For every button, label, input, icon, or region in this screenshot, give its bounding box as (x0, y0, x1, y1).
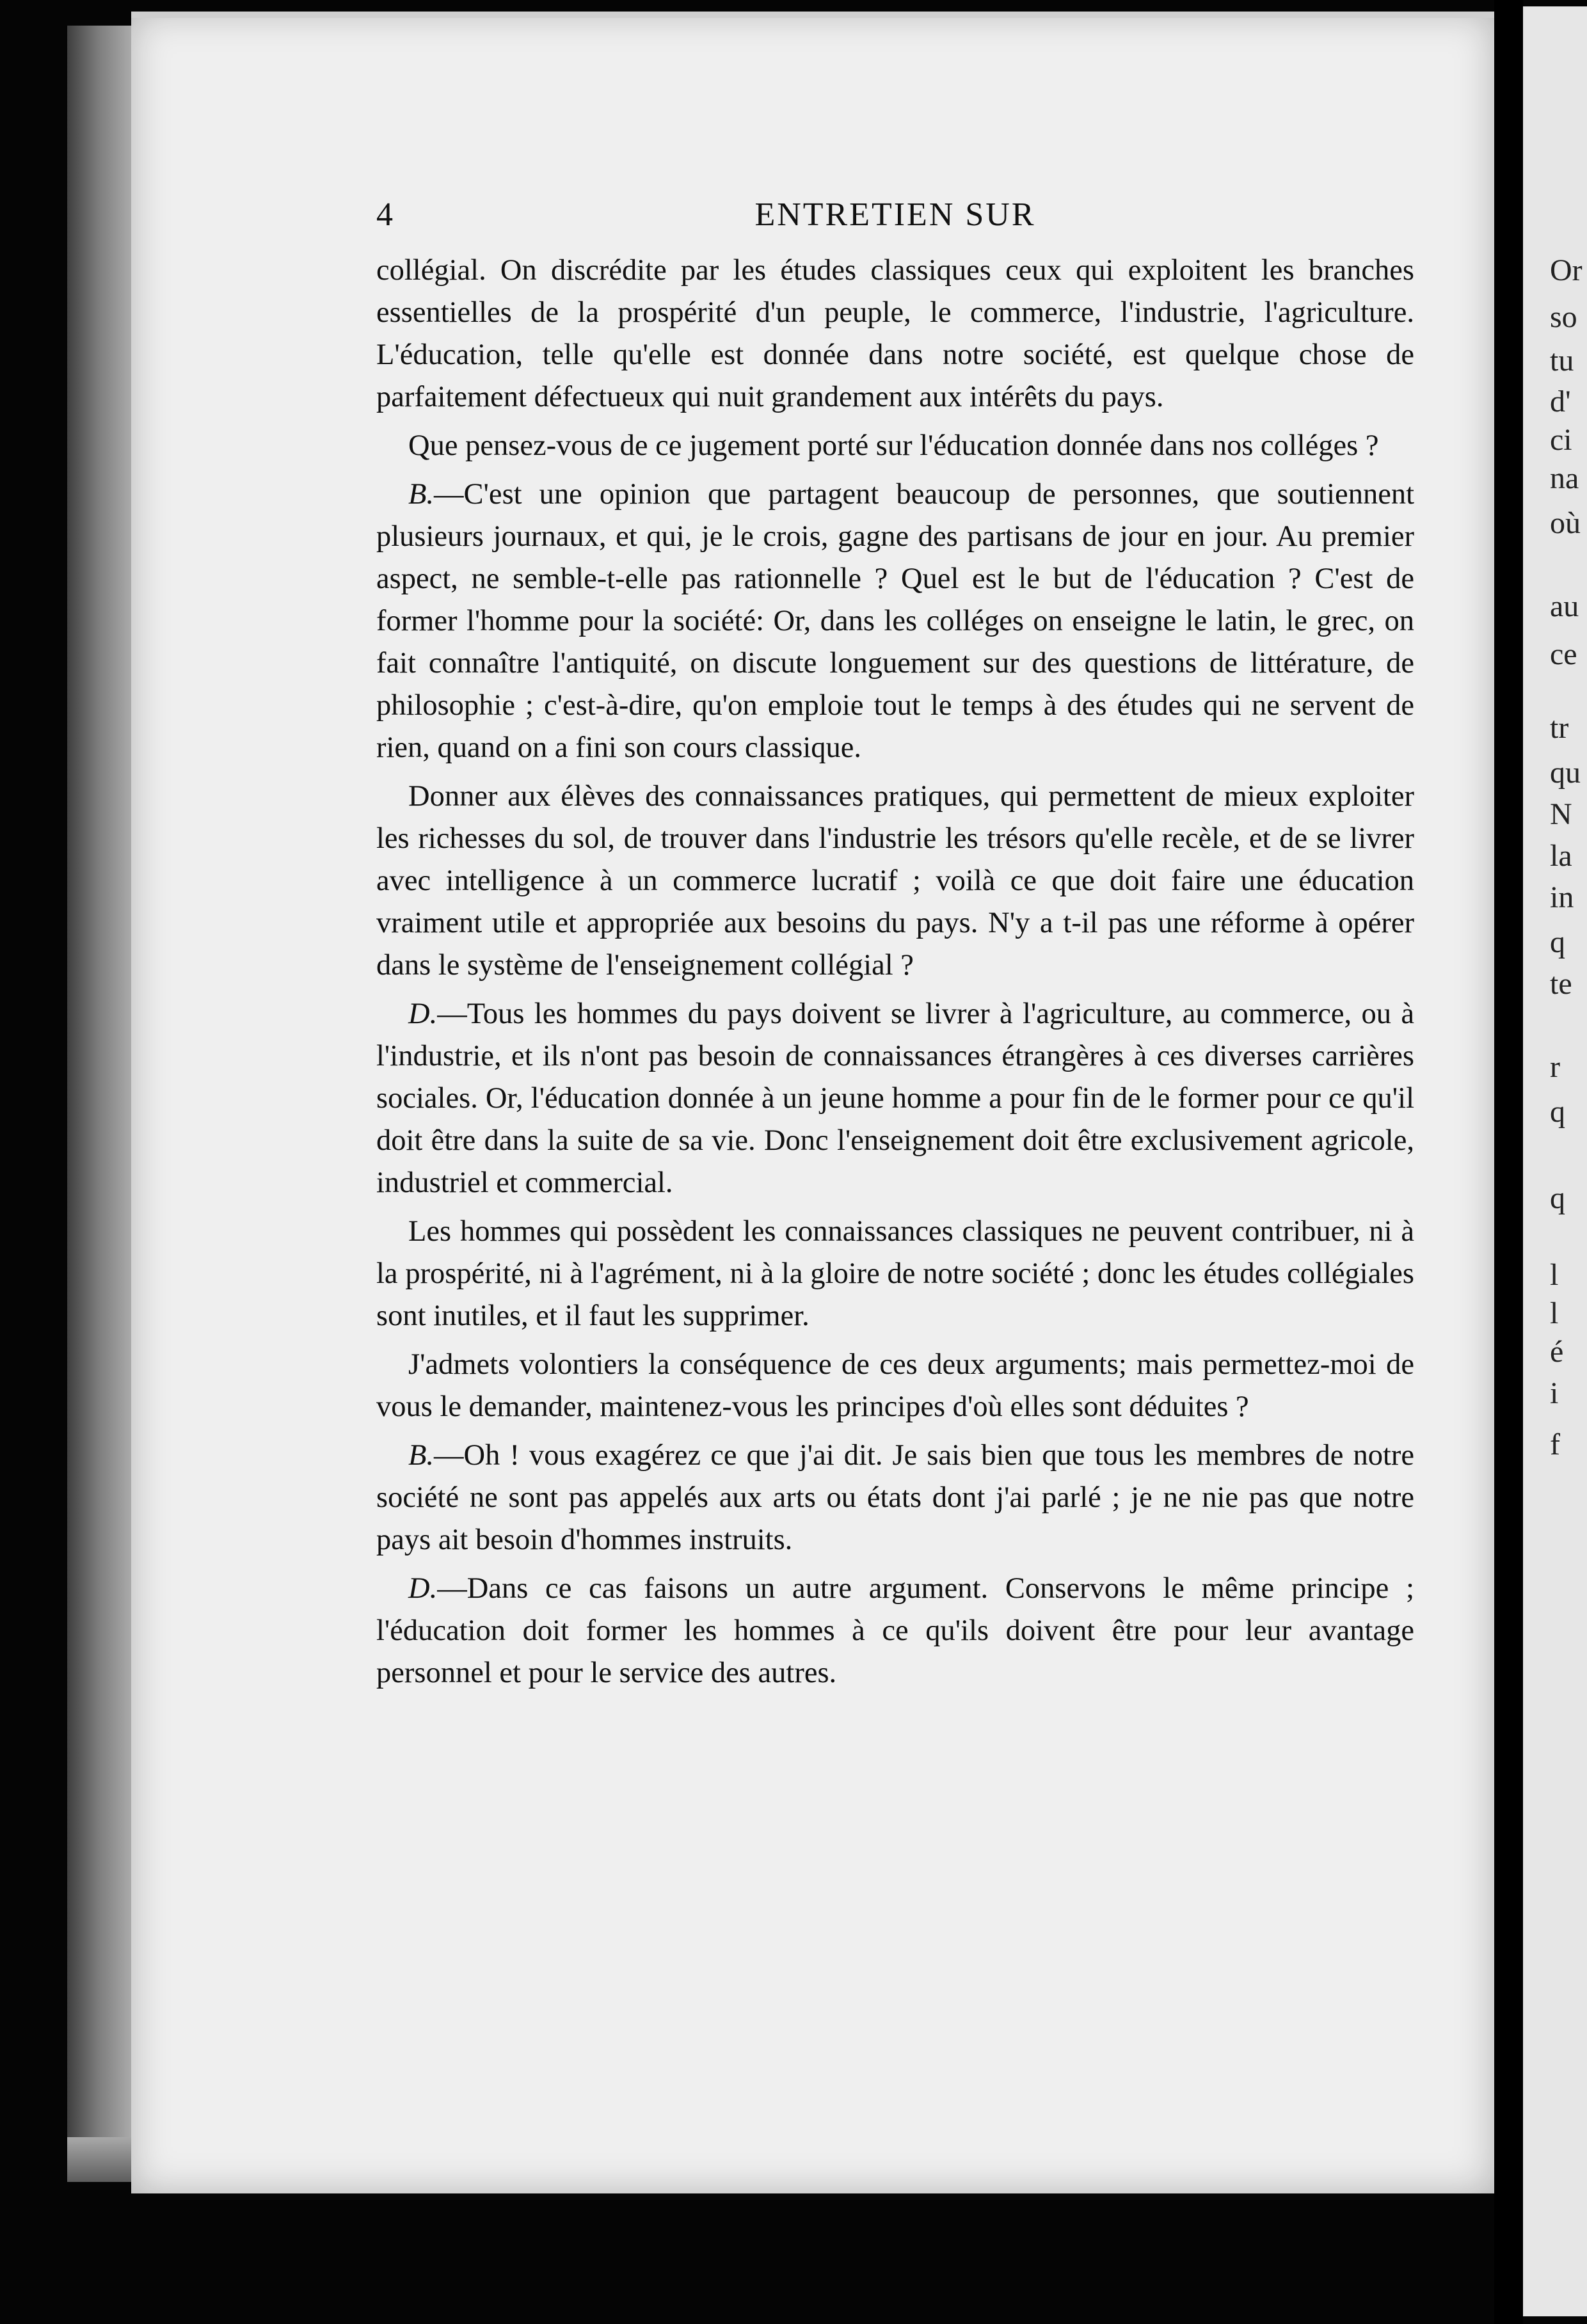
facing-page-fragment: tu (1550, 344, 1574, 378)
paragraph-text: J'admets volontiers la conséquence de ces deux arguments; mais permettez-moi de vous le demander, maintenez-vous les principes d'où elles sont déduites ? (376, 1348, 1414, 1423)
facing-page-fragment: r (1550, 1050, 1560, 1084)
facing-page-fragment: tr (1550, 711, 1569, 745)
paragraph (376, 425, 1414, 467)
paragraph-text: —Dans ce cas faisons un autre argument. Conservons le même principe ; l'éducation doit former les hommes à ce qu'ils doivent être pour leur avantage personnel et pour le service des autres. (376, 1572, 1414, 1689)
speaker-label: B. (408, 1439, 435, 1472)
body-text (376, 250, 1414, 1694)
facing-page-fragment: ci (1550, 423, 1572, 457)
facing-page-fragment: l (1550, 1258, 1559, 1292)
facing-page-fragment: la (1550, 839, 1572, 873)
facing-page-fragment: in (1550, 880, 1574, 914)
paragraph-text: —Tous les hommes du pays doivent se livrer à l'agriculture, au commerce, ou à l'industrie, et ils n'ont pas besoin de connaissances étrangères à ces diverses carrières sociales. Or, l'éducation donnée à un jeune homme a pour fin de le former pour ce qu'il doit être dans la suite de sa vie. Donc l'enseignement doit être exclusivement agricole, industriel et commercial. (376, 998, 1414, 1199)
paragraph (376, 776, 1414, 987)
paragraph (376, 993, 1414, 1204)
running-title: ENTRETIEN SUR (754, 196, 1036, 233)
page-top-border (131, 12, 1494, 18)
facing-page-fragment: l (1550, 1296, 1559, 1330)
facing-page-fragment: f (1550, 1428, 1560, 1461)
page-number: 4 (376, 196, 395, 233)
paragraph (376, 1435, 1414, 1561)
facing-page-fragment: q (1550, 925, 1565, 959)
facing-page-fragment: Or (1550, 253, 1583, 287)
paragraph (376, 474, 1414, 769)
facing-page-fragment: d' (1550, 385, 1571, 418)
facing-page-fragment: na (1550, 461, 1579, 495)
facing-page-fragment: au (1550, 589, 1579, 623)
paragraph (376, 1211, 1414, 1337)
page-gutter (1494, 0, 1523, 2324)
facing-page-fragment: é (1550, 1335, 1564, 1369)
facing-page-fragment: qu (1550, 756, 1581, 790)
paragraph-text: —C'est une opinion que partagent beaucoup de personnes, que soutiennent plusieurs journaux, et qui, je le crois, gagne des partisans de jour en jour. Au premier aspect, ne semble-t-elle pas rationnelle ? Quel est le but de l'éducation ? C'est de former l'homme pour la société: Or, dans les colléges on enseigne le latin, le grec, on fait connaître l'antiquité, on discute longuement sur des questions de littérature, de philosophie ; c'est-à-dire, qu'on emploie tout le temps à des études qui ne servent de rien, quand on a fini son cours classique. (376, 478, 1414, 764)
paragraph-text: collégial. On discrédite par les études classiques ceux qui exploitent les branches essentielles de la prospérité d'un peuple, le commerce, l'industrie, l'agriculture. L'éducation, telle qu'elle est donnée dans notre société, est quelque chose de parfaitement défectueux qui nuit grandement aux intérêts du pays. (376, 254, 1414, 413)
paragraph-text: —Oh ! vous exagérez ce que j'ai dit. Je sais bien que tous les membres de notre société ne sont pas appelés aux arts ou états dont j'ai parlé ; je ne nie pas que notre pays ait besoin d'hommes instruits. (376, 1439, 1414, 1556)
paragraph (376, 1344, 1414, 1428)
page-content (376, 192, 1414, 1701)
paragraph-text: Donner aux élèves des connaissances pratiques, qui permettent de mieux exploiter les richesses du sol, de trouver dans l'industrie les trésors qu'elle recèle, et de se livrer avec intelligence à un commerce lucratif ; voilà ce que doit faire une éducation vraiment utile et appropriée aux besoins du pays. N'y a t-il pas une réforme à opérer dans le système de l'enseignement collégial ? (376, 780, 1414, 982)
facing-page-fragment: ce (1550, 637, 1577, 671)
facing-page-fragment: q (1550, 1181, 1565, 1215)
paragraph-text: Les hommes qui possèdent les connaissances classiques ne peuvent contribuer, ni à la prospérité, ni à l'agrément, ni à la gloire de notre société ; donc les études collégiales sont inutiles, et il faut les supprimer. (376, 1215, 1414, 1332)
speaker-label: D. (408, 998, 438, 1030)
facing-page-fragment: i (1550, 1376, 1559, 1410)
speaker-label: B. (408, 478, 435, 511)
running-header (376, 192, 1414, 250)
facing-page-fragment: so (1550, 300, 1577, 334)
facing-page-fragment: N (1550, 797, 1572, 831)
facing-page-edge (1523, 6, 1587, 2316)
speaker-label: D. (408, 1572, 438, 1605)
paragraph (376, 1568, 1414, 1694)
facing-page-fragment: q (1550, 1095, 1565, 1129)
paragraph-text: Que pensez-vous de ce jugement porté sur l'éducation donnée dans nos colléges ? (408, 429, 1379, 462)
facing-page-fragment: où (1550, 506, 1581, 540)
paragraph (376, 250, 1414, 418)
facing-page-fragment: te (1550, 967, 1572, 1001)
